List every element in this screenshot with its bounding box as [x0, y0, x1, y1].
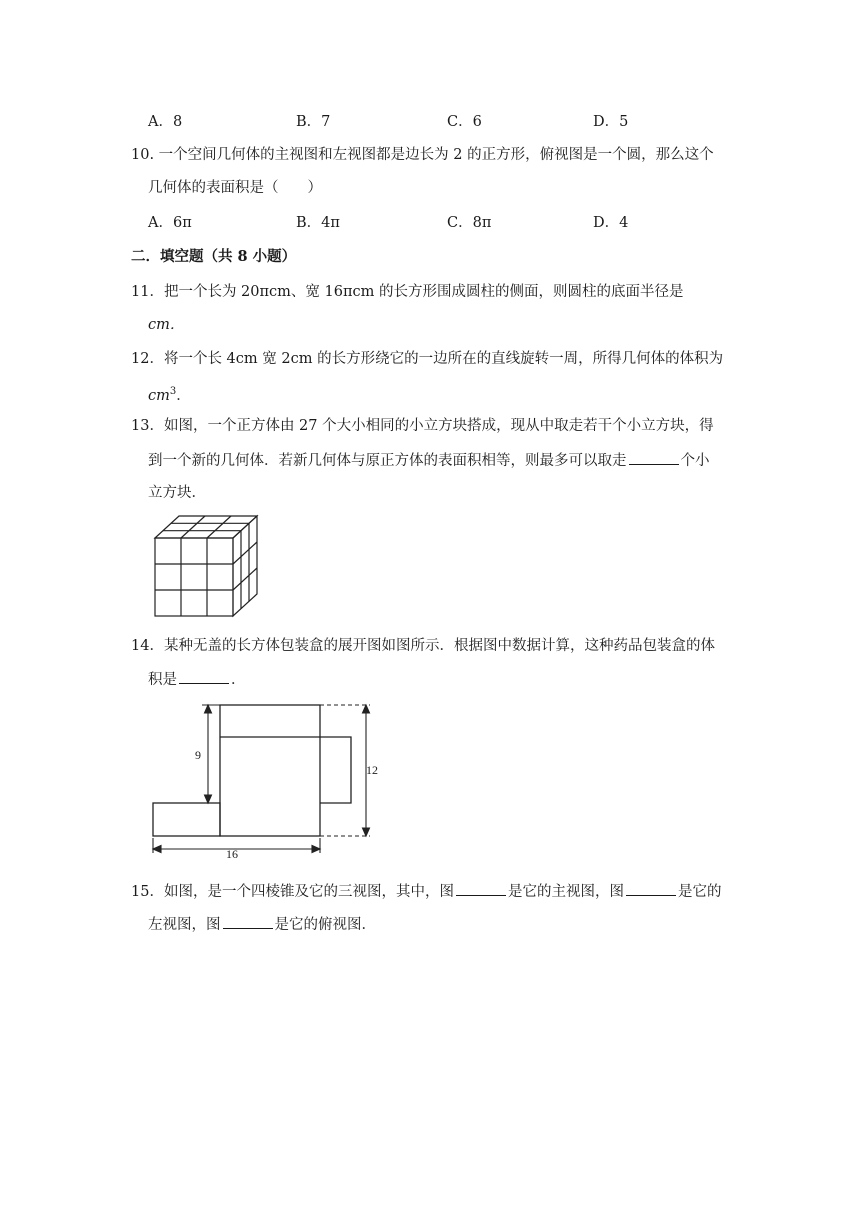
q10-option-d: D．4: [593, 215, 629, 231]
label-9: 9: [195, 748, 201, 762]
q12-unit: cm: [148, 387, 170, 404]
q15-line2-a: 左视图，图: [148, 917, 221, 933]
q9-option-b: B．7: [296, 114, 331, 130]
q12-unit-exponent: 3: [169, 386, 177, 397]
q15-line1: [131, 881, 721, 902]
q14-answer-blank[interactable]: [179, 669, 229, 684]
label-12: 12: [366, 763, 378, 777]
q15-line2-b: 是它的俯视图．: [274, 917, 376, 933]
q13-line3: 立方块．: [148, 485, 206, 501]
q12-line1: 12．将一个长 4cm 宽 2cm 的长方形绕它的一边所在的直线旋转一周，所得几何体的体积为: [131, 351, 724, 367]
cube-figure: [150, 514, 270, 620]
q13-line2: [148, 450, 710, 471]
q10-option-a: A．6π: [148, 215, 192, 231]
q15-answer-blank-3[interactable]: [223, 914, 273, 929]
q10-option-c: C．8π: [447, 215, 492, 231]
q9-option-d: D．5: [593, 114, 629, 130]
label-16: 16: [226, 847, 238, 861]
q9-option-a: A．8: [148, 114, 183, 130]
q14-line1: 14．某种无盖的长方体包装盒的展开图如图所示．根据图中数据计算，这种药品包装盒的体: [131, 638, 715, 654]
section-title: 二．填空题（共 8 小题）: [131, 248, 297, 265]
q10-line1: 10. 一个空间几何体的主视图和左视图都是边长为 2 的正方形，俯视图是一个圆，那么这个: [131, 147, 714, 163]
q15-line1-a: 15．如图，是一个四棱锥及它的三视图，其中，图: [131, 884, 454, 900]
q13-line2-b: 个小: [680, 453, 710, 469]
box-net-figure: [148, 700, 388, 860]
q11-line1: 11．把一个长为 20πcm、宽 16πcm 的长方形围成圆柱的侧面，则圆柱的底面半径是: [131, 284, 684, 300]
q12-line2: [148, 382, 191, 406]
q15-line1-b: 是它的主视图，图: [507, 884, 624, 900]
q13-answer-blank[interactable]: [629, 450, 679, 465]
q11-line2: cm．: [148, 317, 185, 333]
q15-line2: [148, 914, 376, 935]
q10-line2: 几何体的表面积是（ ）: [148, 180, 322, 196]
q12-end: ．: [176, 387, 191, 404]
q15-line1-c: 是它的: [677, 884, 722, 900]
q13-line1: 13．如图，一个正方体由 27 个大小相同的小立方块搭成，现从中取走若干个小立方块，得: [131, 418, 714, 434]
q9-option-c: C．6: [447, 114, 482, 130]
q10-option-b: B．4π: [296, 215, 340, 231]
q14-line2-b: ．: [231, 672, 246, 688]
q13-line2-a: 到一个新的几何体．若新几何体与原正方体的表面积相等，则最多可以取走: [148, 453, 627, 469]
q15-answer-blank-1[interactable]: [456, 881, 506, 896]
q15-answer-blank-2[interactable]: [626, 881, 676, 896]
q14-line2: [148, 669, 246, 690]
q14-line2-a: 积是: [148, 672, 177, 688]
